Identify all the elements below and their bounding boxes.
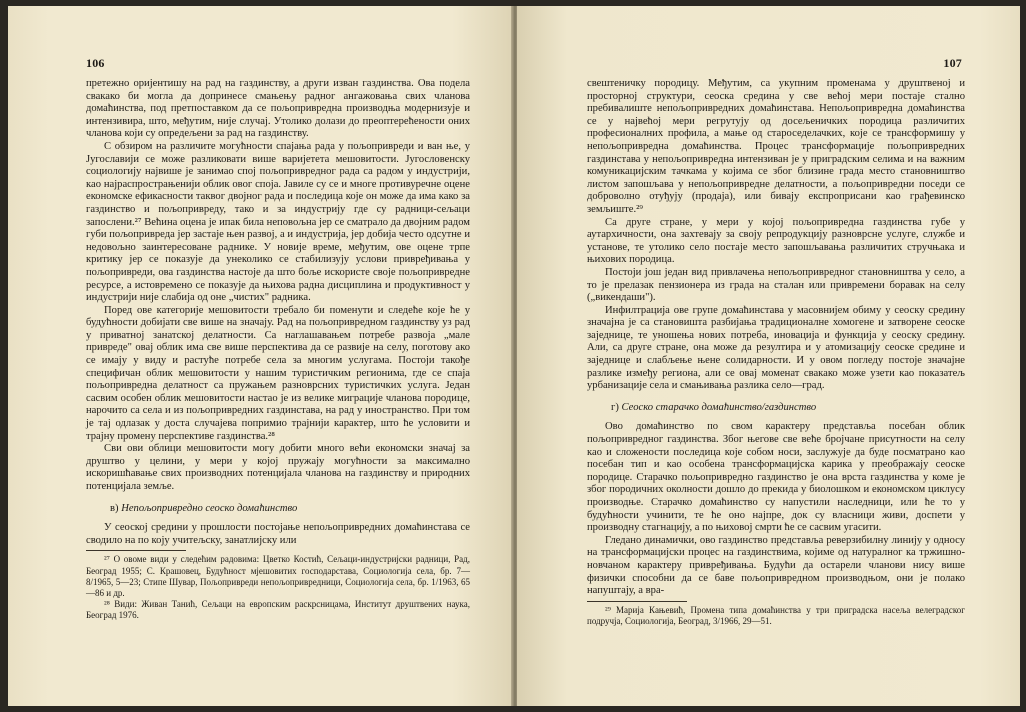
- page-number: 107: [943, 56, 962, 70]
- paragraph: свештеничку породицу. Међутим, са укупним променама у друштвеној и просторној структури, сеоска средина у све већој мери постаје стално пребивалиште непољопривредних домаћинстава. Непољопривредна домаћинства се у највећој мери регрутују од досељеничких породица различитих професионалних профила, а мање од староседелачких, које се трансформишу у непољопривредна домаћинства. Процес трансформације пољопривредних газдинстава у непољопривредна интензиван је у приградским селима и на важним комуникацијским тачкама у којима се због близине града место становништво листом запошљава у непољопривредне делатности, а пољопривредни поседи се доброволно отуђују (продаја), или бивају експроприсани као грађевинско земљиште.²⁹: [587, 78, 965, 215]
- footnote-divider: [86, 550, 186, 551]
- paragraph: Постоји још један вид привлачења непољопривредног становништва у село, а то је прелазак пензионера из града на сталан или привремени боравак на селу („викендаши").: [587, 266, 965, 304]
- paragraph: Са друге стране, у мери у којој пољопривредна газдинства губе у аутархичности, она захтевају за своју репродукцију разноврсне услуге, службе и установе, те утолико село постаје место запошљавања различитих стручњака и њихових породица.: [587, 216, 965, 266]
- section-heading: [587, 402, 965, 415]
- section-heading-title: Непољопривредно сеоско домаћинство: [121, 502, 298, 514]
- paragraph: Ово домаћинство по свом карактеру представља посебан облик пољопривредног газдинства. Због његове све веће бројчане присутности на селу као и сложености последица које собом носи, заслужује да буде посматрано као посебан тип и као особена трансформацијска карика у преображају сеоске породице. Старачко пољопривредно газдинство је она врста газдинства у коме је због породичних околности дошло до прекида у биолошком и економском циклусу производње. Старачко домаћинство су напустили наследници, или ће то у будућности учинити, те ће оно најпре, док су власници живи, доспети у производну стагнацију, а по њиховој смрти ће се сасвим угасити.: [587, 421, 965, 534]
- paragraph: У сеоској средини у прошлости постојање непољопривредних домаћинстава се сводило на по коју учитељску, занатлијску или: [86, 522, 470, 546]
- paragraph: претежно оријентишу на рад на газдинству, а други изван газдинства. Ова подела свакако би могла да допринесе смањењу радног ангажовања свих чланова домаћинства, под претпоставком да се пољопривредна производња модернизује и интензивира, што, међутим, није случај. Утолико долази до преоптерећености оних чланова који су опредељени за рад на газдинству.: [86, 78, 470, 140]
- section-heading: [86, 503, 470, 516]
- section-heading-title: Сеоско старачко домаћинство/газдинство: [621, 401, 817, 413]
- section-heading-label: г): [611, 401, 619, 413]
- page-number: 106: [86, 56, 105, 70]
- right-page: [517, 6, 1020, 706]
- right-page-text: [587, 78, 965, 627]
- footnote: ²⁸ Види: Живан Танић, Сељаци на европским раскрсницама, Институт друштвених наука, Београд 1976.: [86, 599, 470, 621]
- paragraph: Инфилтрација ове групе домаћинстава у масовнијем обиму у сеоску средину значајна је са становишта разбијања традиционалне хомогене и затворене сеоске заједнице, те уношења нових потреба, иновација и функција у сеоску средину. Али, са друге стране, она може да резултира и у атомизацију сеоске средине и заједнице и слабљење њене солидарности. И у овом погледу постоје значајне разлике између региона, али се овај моменат свакако може узети као показатељ урбанизације села и смањивања разлика село—град.: [587, 304, 965, 392]
- paragraph: Сви ови облици мешовитости могу добити много већи економски значај за друштво у целини, у мери у којој пружају могућности за максимално искоришћавање свих производних потенцијала чланова на газдинству и природних потенцијала земље.: [86, 443, 470, 492]
- footnote-divider: [587, 601, 687, 602]
- footnote: ²⁷ О овоме види у следећим радовима: Цветко Костић, Сељаци-индустријски радници, Рад, Београд 1955; С. Крашовец, Будућност мјешовитих господарстава, Социологија села, бр. 7—8/1965, 5—23; Стипе Шувар, Пољопривреди непољопривредници, Социологија села, бр. 1/1963, 65—86 и др.: [86, 554, 470, 598]
- section-heading-label: в): [110, 502, 119, 514]
- left-page: [8, 6, 513, 706]
- left-page-text: [86, 78, 470, 622]
- paragraph: Гледано динамички, ово газдинство представља реверзибилну линију у односу на трансформацијски процес на газдинствима, којиме од натуралног ка тржишно-новчаном карактеру привређивања. Будући да остарели чланови нису више физички способни да се баве пољопривредном производњом, они је полако напуштају, а вра-: [587, 534, 965, 597]
- paragraph: Поред ове категорије мешовитости требало би поменути и следеће које ће у будућности добијати све више на значају. Рад на пољопривредном газдинству уз рад у приватној занатској делатности. Са наглашавањем потребе развоја „мале привреде" овај облик има све више перспектива да се развије на селу, поготову ако се имају у виду и растуће потребе села за многим услугама. Постоји такође специфичан облик мешовитости у нашим туристичким регионима, где се спаја пољопривредна делатност са пружањем разноврсних туристичких услуга. Један сасвим особен облик мешовитости настао је из велике миграције чланова породице, нарочито са села и из пољопривредних газдинстава, на рад у иностранство. При том је тај одлазак у доста случајева попримио трајнији карактер, што ће условити и трајну промену перспективе газдинства.²⁸: [86, 304, 470, 442]
- paragraph: С обзиром на различите могућности спајања рада у пољопривреди и ван ње, у Југославији се може разликовати више варијетета мешовитости. Југословенску социологију највише је занимао спој пољопривредног рада са радом у индустрији, као најраспрострањенији облик овог споја. Јавиле су се и многе противуречне оцене економске ефикасности таквог двојног рада и последица које он може да има како за газдинство и пољопривреду, тако и за индустрију где су радници-сељаци запослени.²⁷ Већина оцена је ипак била неповољна јер се сматрало да двојним радом губи пољопривреда јер застаје њен развој, а и индустрија, јер добија често одсутне и недовољно заинтересоване раднике. У новије време, међутим, ове оцене трпе критику јер се показује да унеколико се стабилизују услови привређивања у пољопривреди, ова газдинства настоје да што боље искористе своје пољопривредне ресурсе, а истовремено се показује да њихова радна дисциплина и продуктивност у индустрији није слабија од оне „чистих" радника.: [86, 140, 470, 304]
- footnote: ²⁹ Марија Кањевић, Промена типа домаћинства у три приградска насеља велеградског подручја, Социологија, Београд, 3/1966, 29—51.: [587, 604, 965, 626]
